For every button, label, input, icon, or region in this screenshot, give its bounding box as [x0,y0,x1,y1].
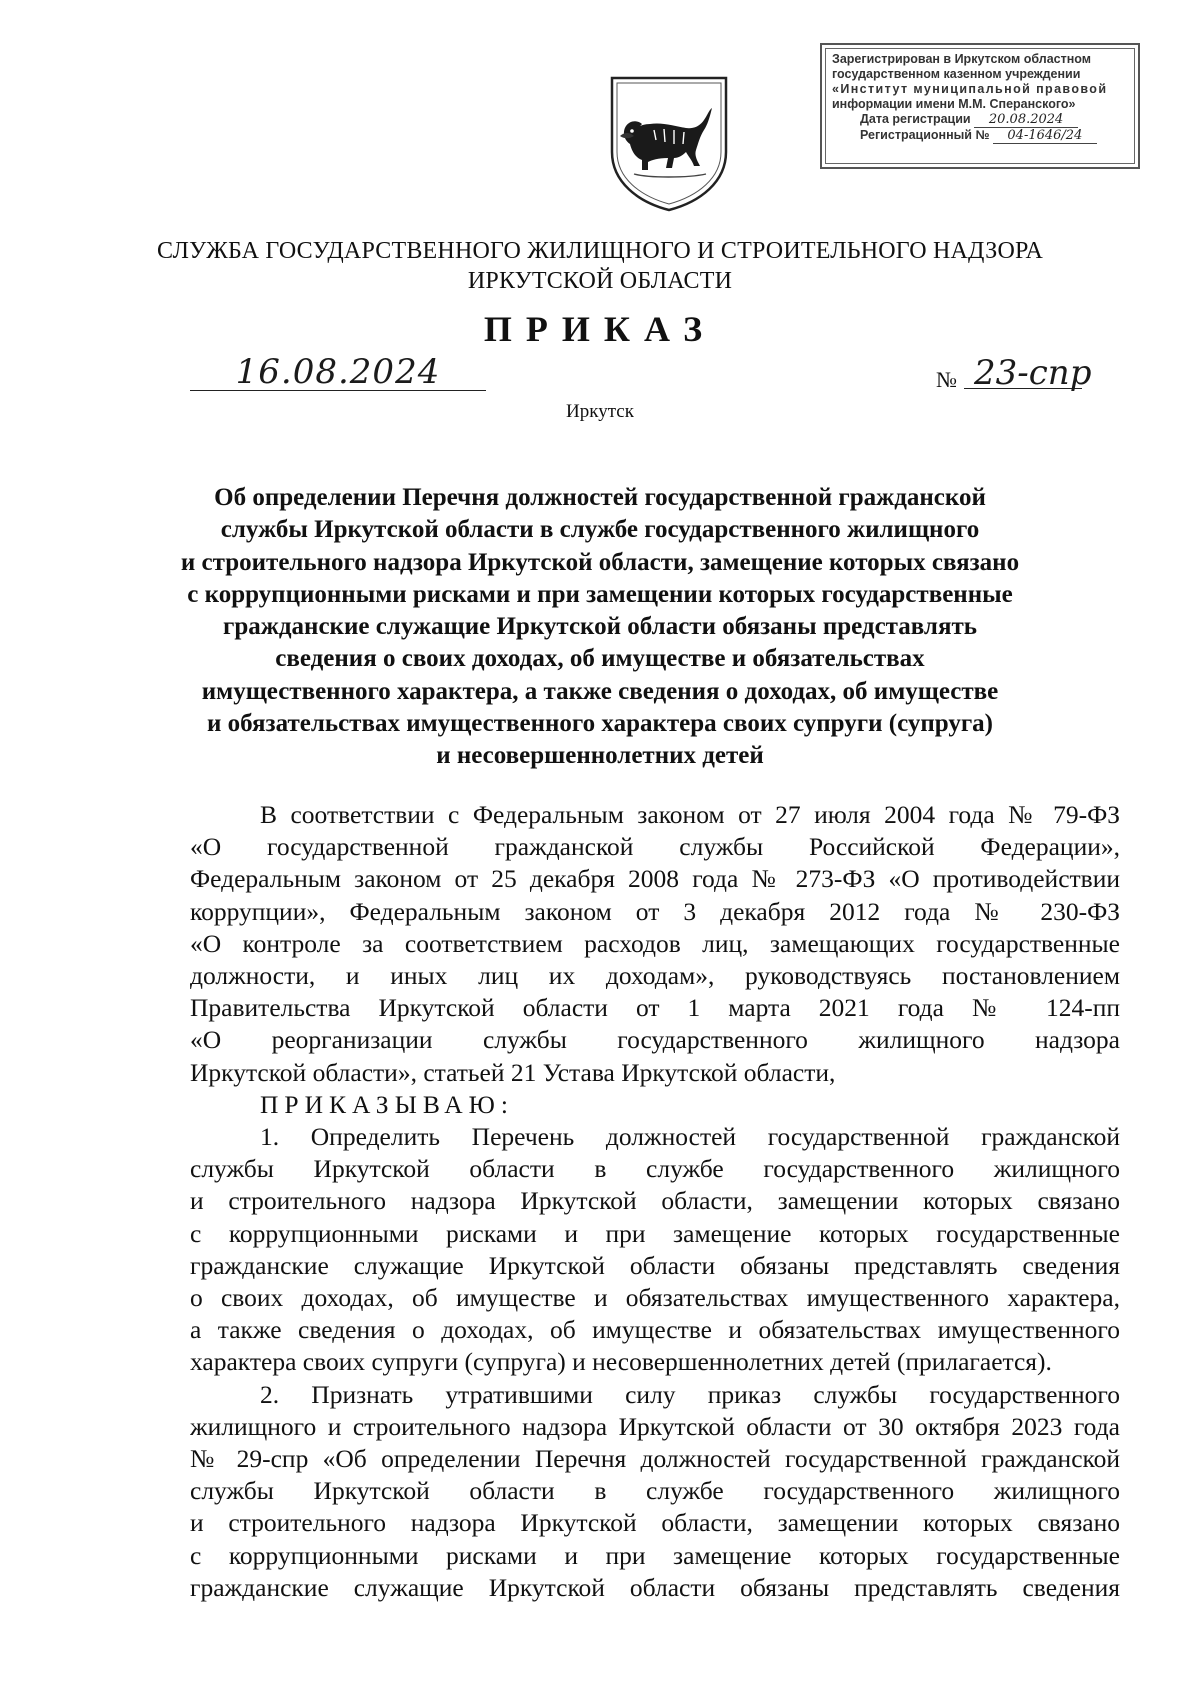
stamp-line: государственном казенном учреждении [832,67,1081,81]
body-line: и строительного надзора Иркутской области, замещении которых связано [190,1186,1120,1216]
title-line: с коррупционными рисками и при замещении которых государственные [187,580,1013,608]
stamp-date-value: 20.08.2024 [974,112,1078,128]
document-type: ПРИКАЗ [483,309,717,349]
org-line: ИРКУТСКОЙ ОБЛАСТИ [467,268,733,294]
org-line: СЛУЖБА ГОСУДАРСТВЕННОГО ЖИЛИЩНОГО И СТРОИТЕЛЬНОГО НАДЗОРА [157,238,1043,264]
title-line: Об определении Перечня должностей государственной гражданской [214,484,986,511]
body-line: службы Иркутской области в службе государственного жилищного [190,1476,1120,1506]
body-line: «О контроле за соответствием расходов лиц, замещающих государственные [190,928,1120,958]
body-line: гражданские служащие Иркутской области обязаны представлять сведения [190,1572,1120,1602]
order-number-field [936,355,1126,393]
title-line: гражданские служащие Иркутской области обязаны представлять [223,613,977,641]
coat-of-arms-icon [608,74,730,214]
body-line: 2. Признать утратившими силу приказ службы государственного [260,1379,1120,1409]
number-sign: № [936,367,957,392]
body-line: Федеральным законом от 25 декабря 2008 года № 273-ФЗ «О противодействии [190,864,1120,894]
title-line: имущественного характера, а также сведения о доходах, об имуществе [201,677,999,705]
document-body [190,799,1120,1604]
body-line: Правительства Иркутской области от 1 марта 2021 года № 124-пп [190,993,1120,1023]
body-line: с коррупционными рисками и при замещение которых государственные [190,1540,1120,1570]
body-line: с коррупционными рисками и при замещение которых государственные [190,1218,1120,1248]
body-line: коррупции», Федеральным законом от 3 декабря 2012 года № 230-ФЗ [190,896,1120,926]
title-line: и несовершеннолетних детей [436,742,764,770]
body-line: Иркутской области», статьей 21 Устава Иркутской области, [190,1057,836,1087]
body-line: должности, и иных лиц их доходам», руководствуясь постановлением [190,961,1120,991]
orders-heading: ПРИКАЗЫВАЮ: [260,1089,514,1119]
body-line: а также сведения о доходах, об имуществе и обязательствах имущественного [190,1315,1120,1345]
stamp-reg-row [832,128,1128,144]
body-line: характера своих супруги (супруга) и несовершеннолетних детей (прилагается). [190,1347,1052,1377]
stamp-line: «Институт муниципальной правовой [832,82,1108,96]
body-line: «О государственной гражданской службы Российской Федерации», [190,832,1120,862]
city: Иркутск [566,401,634,422]
body-line: «О реорганизации службы государственного жилищного надзора [190,1025,1120,1055]
organization-name [100,236,1100,296]
stamp-date-label: Дата регистрации [860,112,971,126]
title-line: и обязательствах имущественного характера своих супруги (супруга) [207,710,993,738]
title-line: сведения о своих доходах, об имуществе и обязательствах [275,645,925,673]
stamp-reg-label: Регистрационный № [860,128,990,142]
body-line: и строительного надзора Иркутской области, замещении которых связано [190,1508,1120,1538]
body-line: № 29-спр «Об определении Перечня должностей государственной гражданской [190,1444,1120,1474]
stamp-line: информации имени М.М. Сперанского» [832,97,1076,111]
stamp-reg-value: 04-1646/24 [993,128,1097,144]
stamp-line: Зарегистрирован в Иркутском областном [832,52,1092,66]
registration-stamp [820,43,1140,169]
body-line: жилищного и строительного надзора Иркутской области от 30 октября 2023 года [190,1411,1120,1441]
order-number: 23-спр [974,353,1092,393]
body-line: службы Иркутской области в службе государственного жилищного [190,1154,1120,1184]
title-line: службы Иркутской области в службе государственного жилищного [220,516,980,544]
document-title [150,482,1050,773]
order-date: 16.08.2024 [235,352,441,392]
title-line: и строительного надзора Иркутской области, замещение которых связано [180,548,1020,576]
body-line: В соответствии с Федеральным законом от 27 июля 2004 года № 79-ФЗ [260,800,1120,829]
body-line: о своих доходах, об имуществе и обязательствах имущественного характера, [190,1283,1120,1313]
stamp-date-row [832,112,1128,128]
body-line: 1. Определить Перечень должностей государственной гражданской [260,1122,1120,1152]
order-date-field [190,350,486,391]
body-line: гражданские служащие Иркутской области обязаны представлять сведения [190,1250,1120,1280]
